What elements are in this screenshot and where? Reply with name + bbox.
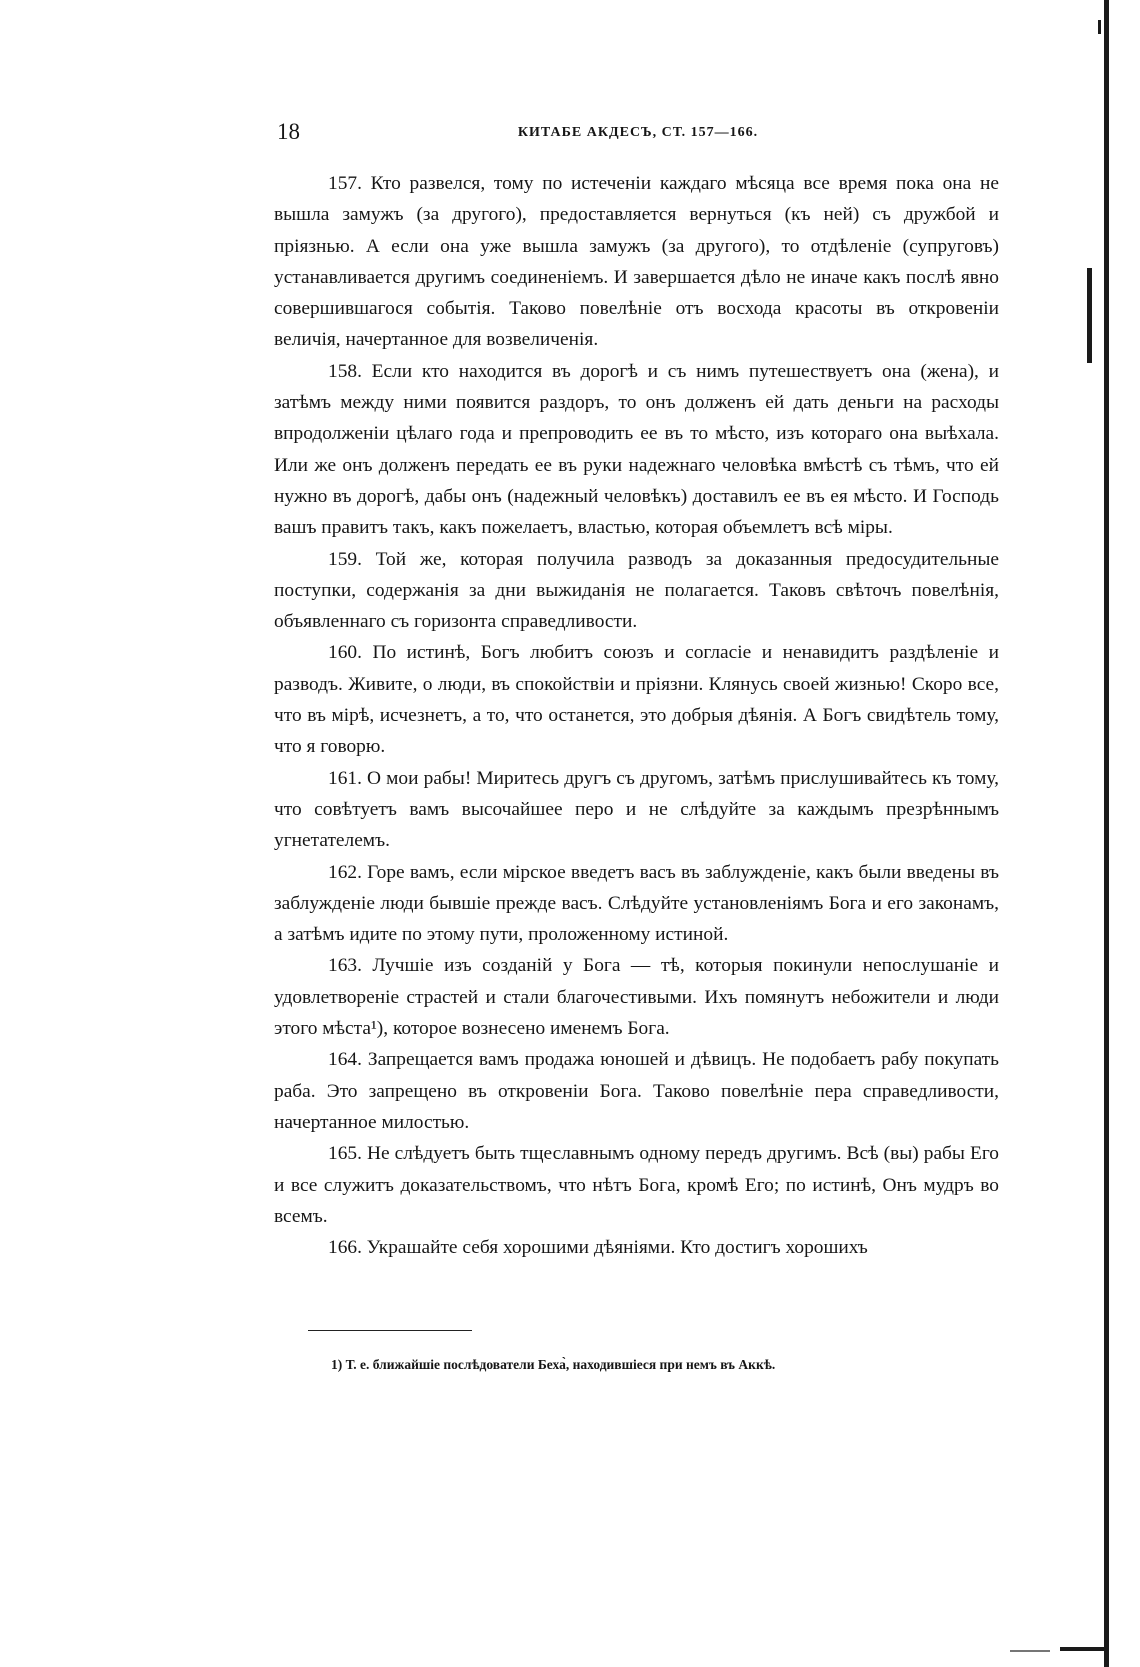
verse-159: 159. Той же, которая получила разводъ за доказанныя предосудительные поступки, содержанія за дни выжиданія не полагается. Таковъ свѣточъ повелѣнія, объявленнаго съ горизонта справедливости.	[274, 548, 999, 633]
scan-artifact	[1098, 20, 1101, 34]
verse-164: 164. Запрещается вамъ продажа юношей и дѣвицъ. Не подобаетъ рабу покупать раба. Это запрещено въ откровеніи Бога. Таково повелѣніе пера справедливости, начертанное милостью.	[274, 1049, 999, 1133]
footnote: 1) Т. е. ближайшіе послѣдователи Беха̀, находившіеся при немъ въ Аккѣ.	[331, 1357, 776, 1372]
verse-166: 166. Украшайте себя хорошими дѣяніями. Кто достигъ хорошихъ	[328, 1237, 868, 1259]
verse-158: 158. Если кто находится въ дорогѣ и съ нимъ путешествуетъ она (жена), и затѣмъ между ними появится раздоръ, то онъ долженъ ей дать деньги на расходы впродолженіи цѣлаго года и препроводить ее въ то мѣсто, изъ котораго она выѣхала. Или же онъ долженъ передать ее въ руки надежнаго человѣка вмѣстѣ съ тѣмъ, что ей нужно въ дорогѣ, дабы онъ (надежный человѣкъ) доставилъ ее въ ея мѣсто. И Господь вашъ правитъ такъ, какъ пожелаетъ, властью, которая объемлетъ всѣ міры.	[274, 360, 999, 539]
verse-157: 157. Кто развелся, тому по истеченіи каждаго мѣсяца все время пока она не вышла замужъ (за другого), предоставляется вернуться (къ ней) съ дружбой и пріязнью. А если она уже вышла замужъ (за другого), то отдѣленіе (супруговъ) устанавливается другимъ соединеніемъ. И завершается дѣло не иначе какъ послѣ явно совершившагося событія. Таково повелѣніе отъ восхода красоты въ откровеніи величія, начертанное для возвеличенія.	[274, 173, 999, 351]
page-number: 18	[277, 119, 300, 144]
scan-artifact	[1060, 1647, 1104, 1651]
verse-161: 161. О мои рабы! Миритесь другъ съ другомъ, затѣмъ прислушивайтесь къ тому, что совѣтуетъ вамъ высочайшее перо и не слѣдуйте за каждымъ презрѣннымъ угнетателемъ.	[274, 767, 999, 852]
scan-artifact	[1010, 1650, 1050, 1652]
body-text	[274, 168, 999, 1263]
scan-artifact	[1087, 268, 1092, 363]
verse-165: 165. Не слѣдуетъ быть тщеславнымъ одному передъ другимъ. Всѣ (вы) рабы Его и все служитъ доказательствомъ, что нѣтъ Бога, кромѣ Его; по истинѣ, Онъ мудръ во всемъ.	[274, 1143, 999, 1227]
verse-160: 160. По истинѣ, Богъ любитъ союзъ и согласіе и ненавидитъ раздѣленіе и разводъ. Живите, о люди, въ спокойствіи и пріязни. Клянусь своей жизнью! Скоро все, что въ мірѣ, исчезнетъ, а то, что останется, это добрыя дѣянія. А Богъ свидѣтель тому, что я говорю.	[274, 642, 999, 758]
footnote-divider	[308, 1330, 472, 1331]
page-header	[277, 118, 999, 148]
verse-162: 162. Горе вамъ, если мірское введетъ васъ въ заблужденіе, какъ были введены въ заблужденіе люди бывшіе прежде васъ. Слѣдуйте установленіямъ Бога и его законамъ, а затѣмъ идите по этому пути, проложенному истиной.	[274, 861, 999, 946]
scan-edge-shadow	[1104, 0, 1109, 1667]
running-head: КИТАБЕ АКДЕСЪ, СТ. 157—166.	[517, 125, 759, 140]
verse-163: 163. Лучшіе изъ созданій у Бога — тѣ, которыя покинули непослушаніе и удовлетвореніе страстей и стали благочестивыми. Ихъ помянутъ небожители и люди этого мѣста¹), которое вознесено именемъ Бога.	[274, 955, 999, 1040]
